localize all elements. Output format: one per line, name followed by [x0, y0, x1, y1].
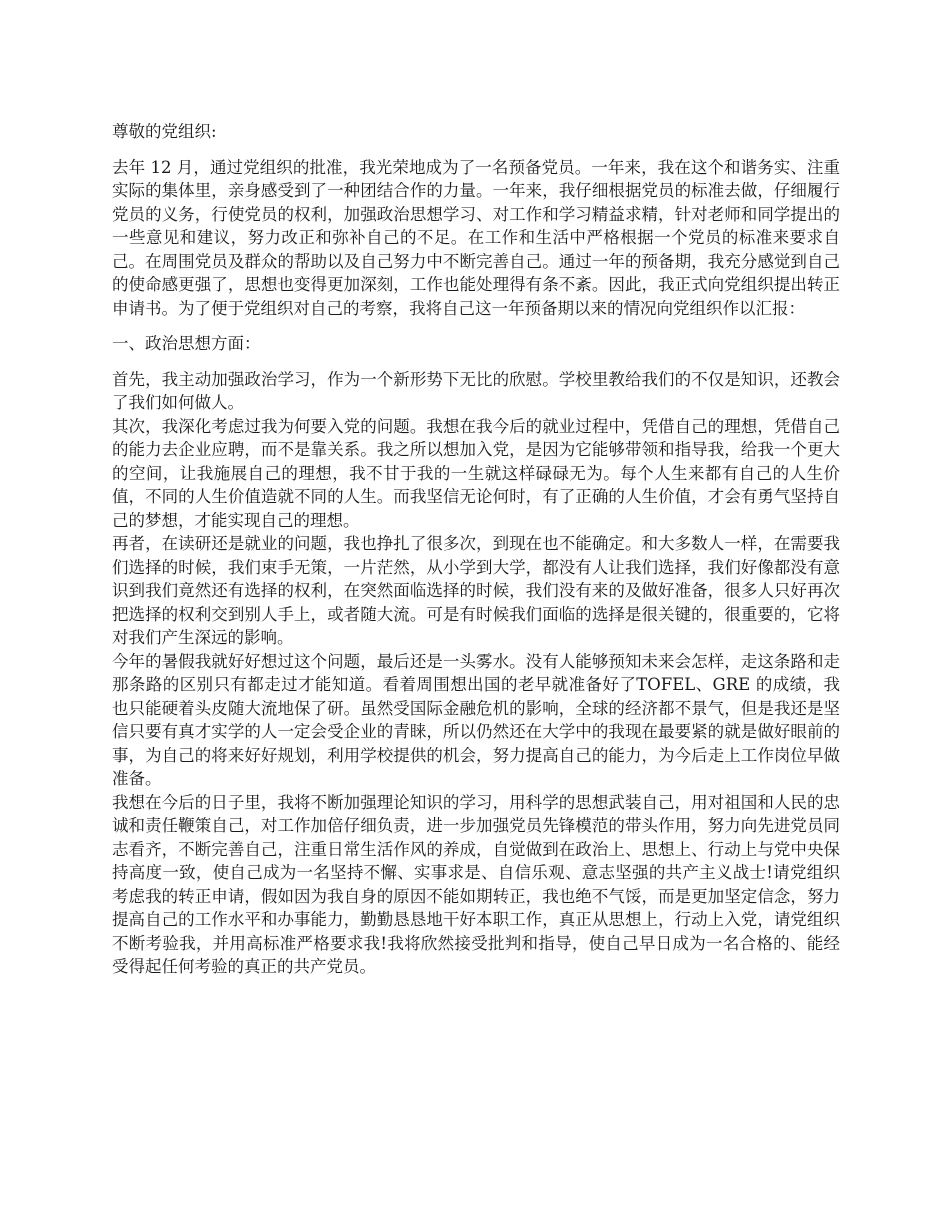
body-paragraph: 再者，在读研还是就业的问题，我也挣扎了很多次，到现在也不能确定。和大多数人一样，在需要我们选择的时候，我们束手无策，一片茫然，从小学到大学，都没有人让我们选择，我们好像都没有意识到我们竟然还有选择的权利，在突然面临选择的时候，我们没有来的及做好准备，很多人只好再次把选择的权利交到别人手上，或者随大流。可是有时候我们面临的选择是很关键的，很重要的，它将对我们产生深远的影响。: [112, 534, 840, 647]
body-paragraph: 我想在今后的日子里，我将不断加强理论知识的学习，用科学的思想武装自己，用对祖国和人民的忠诚和责任鞭策自己，对工作加倍仔细负责，进一步加强党员先锋模范的带头作用，努力向先进党员同志看齐，不断完善自己，注重日常生活作风的养成，自觉做到在政治上、思想上、行动上与党中央保持高度一致，使自己成为一名坚持不懈、实事求是、自信乐观、意志坚强的共产主义战士!请党组织考虑我的转正申请，假如因为我自身的原因不能如期转正，我也绝不气馁，而是更加坚定信念，努力提高自己的工作水平和办事能力，勤勤恳恳地干好本职工作，真正从思想上，行动上入党，请党组织不断考验我，并用高标准严格要求我!我将欣然接受批判和指导，使自己早日成为一名合格的、能经受得起任何考验的真正的共产党员。: [112, 792, 840, 976]
body-paragraph: 其次，我深化考虑过我为何要入党的问题。我想在我今后的就业过程中，凭借自己的理想，凭借自己的能力去企业应聘，而不是靠关系。我之所以想加入党，是因为它能够带领和指导我，给我一个更大的空间，让我施展自己的理想，我不甘于我的一生就这样碌碌无为。每个人生来都有自己的人生价值，不同的人生价值造就不同的人生。而我坚信无论何时，有了正确的人生价值，才会有勇气坚持自己的梦想，才能实现自己的理想。: [112, 416, 840, 530]
document-body: [112, 120, 840, 979]
body-paragraph: 今年的暑假我就好好想过这个问题，最后还是一头雾水。没有人能够预知未来会怎样，走这条路和走那条路的区别只有都走过才能知道。看着周围想出国的老早就准备好了TOFEL、GRE 的成绩，我也只能硬着头皮随大流地保了研。虽然受国际金融危机的影响，全球的经济都不景气，但是我还是坚信只要有真才实学的人一定会受企业的青睐，所以仍然还在大学中的我现在最要紧的就是做好眼前的事，为自己的将来好好规划，利用学校提供的机会，努力提高自己的能力，为今后走上工作岗位早做准备。: [112, 651, 840, 788]
intro-paragraph: 去年 12 月，通过党组织的批准，我光荣地成为了一名预备党员。一年来，我在这个和谐务实、注重实际的集体里，亲身感受到了一种团结合作的力量。一年来，我仔细根据党员的标准去做，仔细履行党员的义务，行使党员的权利，加强政治思想学习、对工作和学习精益求精，针对老师和同学提出的一些意见和建议，努力改正和弥补自己的不足。在工作和生活中严格根据一个党员的标准来要求自己。在周围党员及群众的帮助以及自己努力中不断完善自己。通过一年的预备期，我充分感觉到自己的使命感更强了，思想也变得更加深刻，工作也能处理得有条不紊。因此，我正式向党组织提出转正申请书。为了便于党组织对自己的考察，我将自己这一年预备期以来的情况向党组织作以汇报：: [112, 157, 840, 318]
salutation: 尊敬的党组织:: [112, 122, 217, 141]
section-heading: 一、政治思想方面：: [112, 334, 261, 353]
body-paragraph: 首先，我主动加强政治学习，作为一个新形势下无比的欣慰。学校里教给我们的不仅是知识，还教会了我们如何做人。: [112, 369, 840, 412]
